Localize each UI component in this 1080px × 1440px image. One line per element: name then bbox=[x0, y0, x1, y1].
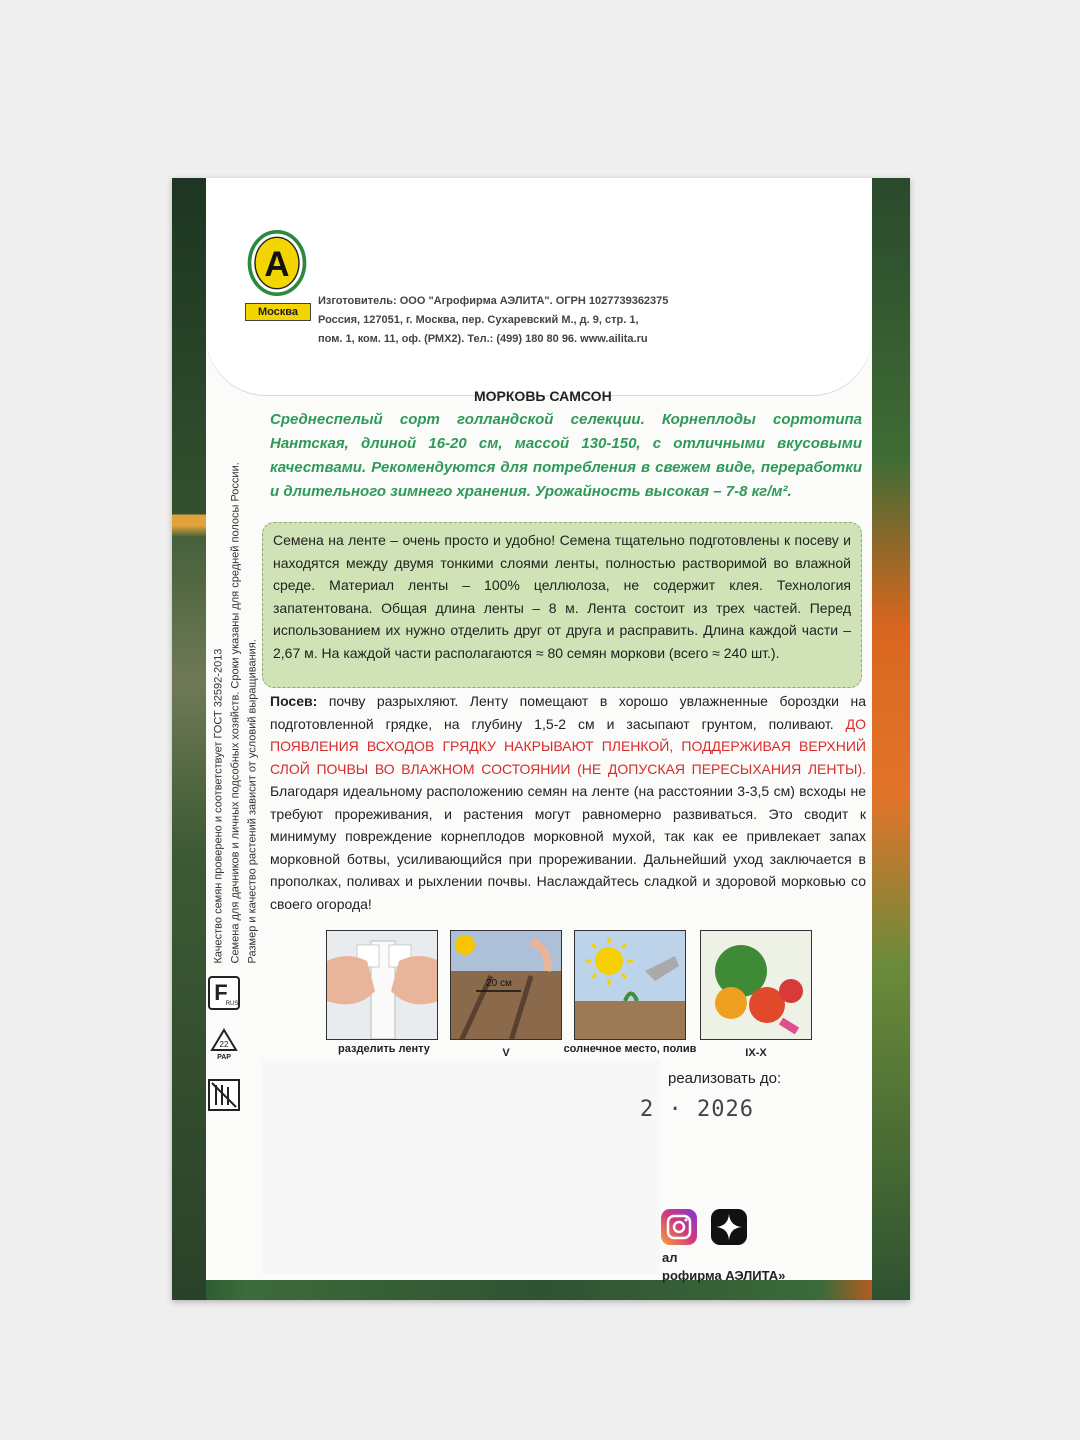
sowing-instructions bbox=[270, 690, 866, 915]
logo-letter: A bbox=[264, 244, 290, 284]
footer-line-2: рофирма АЭЛИТА» bbox=[662, 1268, 786, 1283]
product-description: Среднеспелый сорт голландской селекции. Корнеплоды сортотипа Нантская, длиной 16-20 см, массой 130-150, с отличными вкусовыми качествами. Рекомендуются для потребления в свежем виде, переработки и длительного зимнего хранения. Урожайность высокая – 7-8 кг/м². bbox=[270, 411, 862, 500]
sell-by-date: 2 · 2026 bbox=[640, 1097, 754, 1122]
recycle-icon bbox=[206, 1026, 242, 1062]
f-rus-mark-icon bbox=[206, 975, 242, 1011]
side-text-line-2: Семена для дачников и личных подсобных хозяйств. Сроки указаны для средней полосы России. bbox=[229, 462, 242, 964]
footer-line-1: ал bbox=[662, 1250, 678, 1265]
sowing-label: Посев: bbox=[270, 693, 318, 709]
step-4-picture bbox=[700, 930, 812, 1040]
not-food-contact-icon bbox=[206, 1077, 242, 1113]
manufacturer-line-3: пом. 1, ком. 11, оф. (РМХ2). Тел.: (499) 180 80 96. www.ailita.ru bbox=[318, 333, 648, 345]
label-sticker bbox=[262, 1060, 660, 1274]
svg-text:F: F bbox=[214, 980, 228, 1005]
aelita-logo-icon bbox=[244, 230, 310, 296]
manufacturer-line-2: Россия, 127051, г. Москва, пер. Сухаревский М., д. 9, стр. 1, bbox=[318, 314, 639, 326]
manufacturer-line-1: Изготовитель: ООО "Агрофирма АЭЛИТА". ОГРН 1027739362375 bbox=[318, 295, 669, 307]
sun-watering-icon bbox=[575, 931, 686, 1040]
harvest-vegetables-icon bbox=[701, 931, 812, 1040]
hands-tape-icon bbox=[327, 931, 438, 1040]
sowing-text-1: почву разрыхляют. Ленту помещают в хорошо увлажненные бороздки на подготовленной грядке, на глубину 1,5-2 см и засыпают грунтом, поливают. bbox=[270, 693, 866, 732]
sowing-text-2: Благодаря идеальному расположению семян на ленте (на расстоянии 3-3,5 см) всходы не требуют прореживания, и растения могут равномерно развиваться. Это сводит к минимуму повреждение корнеплодов морковной мухой, так как ее привлекает запах морковной ботвы, усиливающийся при прореживании. Дальнейший уход заключается в прополках, поливах и рыхлении почвы. Наслаждайтесь сладкой и здоровой морковью со своего огорода! bbox=[270, 783, 866, 912]
sowing-warning: ДО ПОЯВЛЕНИЯ ВСХОДОВ ГРЯДКУ НАКРЫВАЮТ ПЛЕНКОЙ, ПОДДЕРЖИВАЯ ВЕРХНИЙ СЛОЙ ПОЧВЫ ВО ВЛАЖНОМ СОСТОЯНИИ (НЕ ДОПУСКАЯ ПЕРЕСЫХАНИЯ ЛЕНТЫ). bbox=[270, 715, 866, 777]
side-text-line-1: Качество семян проверено и соответствует ГОСТ 32592-2013 bbox=[212, 648, 225, 964]
svg-text:RUS: RUS bbox=[225, 1001, 239, 1007]
step-2-caption: V bbox=[502, 1047, 510, 1059]
sell-by-label: реализовать до: bbox=[668, 1070, 782, 1087]
instagram-icon bbox=[660, 1208, 698, 1246]
svg-text:22: 22 bbox=[219, 1040, 229, 1049]
certification-icons bbox=[206, 975, 246, 1128]
step-3-picture bbox=[574, 930, 686, 1040]
step-4-caption: IX-X bbox=[745, 1047, 767, 1059]
side-info bbox=[198, 410, 258, 970]
sowing-furrow-icon bbox=[451, 931, 562, 1040]
svg-text:20 см: 20 см bbox=[486, 978, 512, 989]
packet-right-photo-strip bbox=[872, 178, 910, 1300]
manufacturer-info bbox=[318, 292, 758, 349]
product-title: МОРКОВЬ САМСОН bbox=[474, 388, 612, 404]
step-3-caption: солнечное место, полив bbox=[563, 1043, 697, 1055]
svg-text:PAP: PAP bbox=[217, 1054, 231, 1061]
step-1-picture bbox=[326, 930, 438, 1040]
step-1-caption: разделить ленту bbox=[338, 1043, 430, 1055]
dzen-icon bbox=[710, 1208, 748, 1246]
tape-info-box: Семена на ленте – очень просто и удобно! Семена тщательно подготовлены к посеву и находятся между двумя тонкими слоями ленты, полностью растворимой во влажной среде. Материал ленты – 100% целлюлоза, не содержит клея. Технология запатентована. Общая длина ленты – 8 м. Лента состоит из трех частей. Перед использованием их нужно отделить друг от друга и расправить. Длина каждой части – 2,67 м. На каждой части располагаются ≈ 80 семян моркови (всего ≈ 240 шт.). bbox=[262, 522, 862, 688]
step-2-picture bbox=[450, 930, 562, 1040]
side-text-line-3: Размер и качество растений зависит от условий выращивания. bbox=[246, 639, 259, 964]
logo-city-label: Москва bbox=[245, 303, 311, 321]
